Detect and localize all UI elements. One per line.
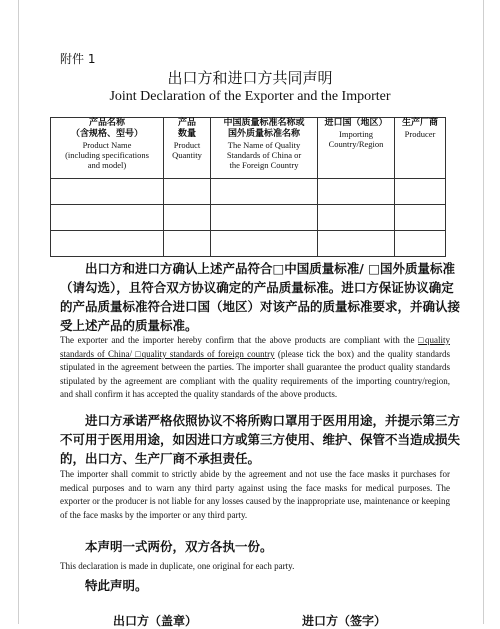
table-cell[interactable]: [211, 231, 318, 257]
table-cell[interactable]: [395, 231, 446, 257]
header-cn: 中国质量标准名称或 国外质量标准名称: [223, 118, 305, 139]
declaration-table: [50, 117, 446, 257]
header-cn: 生产厂商: [401, 118, 438, 128]
table-cell[interactable]: [318, 231, 395, 257]
table-cell[interactable]: [51, 179, 164, 205]
header-product-name: [51, 118, 164, 179]
table-cell[interactable]: [51, 231, 164, 257]
header-en: The Name of Quality Standards of China or the Foreign Country: [226, 140, 302, 170]
table-cell[interactable]: [211, 179, 318, 205]
paragraph-2-english: The importer shall commit to strictly abide by the agreement and not use the face masks it purchases for medical purposes and to warn any third party against using the face masks for medical purposes. The exporter or the producer is not liable for any losses caused by the inappropriate use, maintenance or keeping of the face masks by the importer or any third party.: [60, 469, 450, 520]
table-cell[interactable]: [51, 205, 164, 231]
table-cell[interactable]: [318, 179, 395, 205]
importer-signature-label: 进口方（签字）: [302, 614, 387, 628]
header-en: Producer: [404, 129, 436, 139]
header-quantity: [164, 118, 211, 179]
attachment-label: 附件 1: [60, 52, 96, 66]
table-cell[interactable]: [164, 179, 211, 205]
title-chinese: 出口方和进口方共同声明: [167, 69, 333, 87]
table-row: [51, 179, 446, 205]
header-cn: 产品 数量: [177, 118, 196, 139]
header-en: Product Quantity: [172, 140, 202, 160]
header-cn: 进口国（地区）: [324, 118, 388, 128]
table-cell[interactable]: [318, 205, 395, 231]
table-row: [51, 231, 446, 257]
header-quality-standard: [211, 118, 318, 179]
table-cell[interactable]: [164, 231, 211, 257]
paragraph-2-chinese: 进口方承诺严格依照协议不将所购口罩用于医用用途，并提示第三方不可用于医用用途，如因进口方或第三方使用、维护、保管不当造成损失的，出口方、生产厂商不承担责任。: [60, 413, 461, 466]
header-en: Importing Country/Region: [328, 129, 384, 149]
table-header-row: [51, 118, 446, 179]
paragraph-1-chinese: 出口方和进口方确认上述产品符合□中国质量标准/ □国外质量标准（请勾选），且符合双方协议确定的产品质量标准。进口方保证协议确定的产品质量标准符合进口国（地区）对该产品的质量标准要求，并确认接受上述产品的质量标准。: [60, 261, 461, 333]
standards-checkbox-text[interactable]: □quality standards of China/ □quality standards of foreign country: [60, 335, 450, 359]
table-cell[interactable]: [395, 205, 446, 231]
header-cn: 产品名称 （含规格、型号）: [70, 118, 143, 139]
paragraph-1-english: [60, 334, 450, 402]
paragraph-3-english: This declaration is made in duplicate, one original for each party.: [60, 561, 295, 571]
paragraph-1-english-part: (please tick the box) and the quality standards stipulated in the agreement between the parties. The importer shall guarantee the product quality standards stipulated by the agreement are compliant with the quality requirements of the importing country/region, and shall confirm it has accepted the quality standards of the above products.: [60, 348, 450, 400]
paragraph-3-chinese: 本声明一式两份，双方各执一份。: [85, 539, 273, 554]
header-producer: [395, 118, 446, 179]
title-english: Joint Declaration of the Exporter and the Importer: [109, 89, 391, 104]
header-importing-country: [318, 118, 395, 179]
header-en: Product Name (including specifications and model): [65, 140, 149, 170]
exporter-signature-label: 出口方（盖章）: [113, 614, 198, 628]
table-row: [51, 205, 446, 231]
closing-statement: 特此声明。: [85, 578, 148, 593]
table-cell[interactable]: [211, 205, 318, 231]
table-cell[interactable]: [395, 179, 446, 205]
table-cell[interactable]: [164, 205, 211, 231]
paragraph-1-english-part: The exporter and the importer hereby confirm that the above products are compliant with the: [60, 335, 419, 345]
